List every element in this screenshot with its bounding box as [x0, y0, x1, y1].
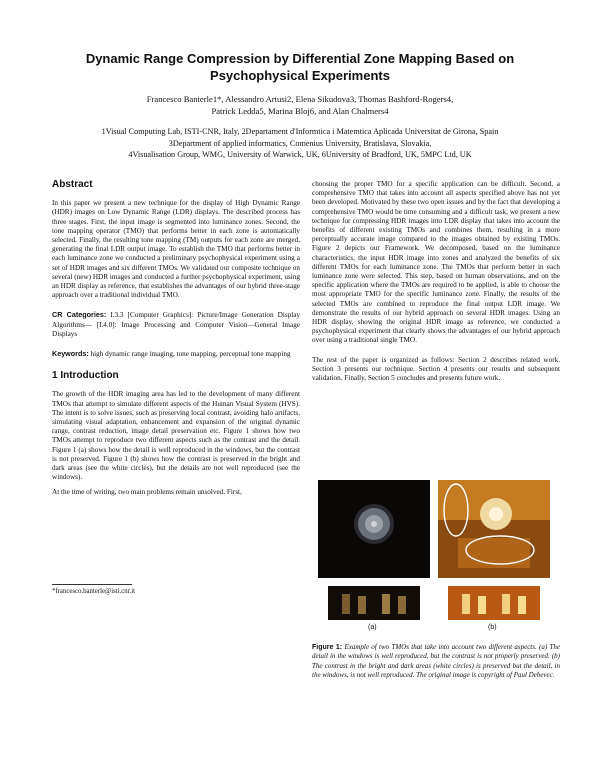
footnote-rule	[52, 584, 132, 585]
keywords-label: Keywords:	[52, 349, 89, 359]
affiliations	[40, 126, 560, 161]
intro-paragraph-1: The growth of the HDR imaging area has led to the development of many different TMOs that attempt to simulate different aspects of the Human Visual System (HVS). The intent is to solve issues, such as preserving local contrast, avoiding halo artifacts, simulating visual adaptation, enhancement and expansion of the original dynamic range, contrast reduction, image detail preservation etc. Figure 1 shows how two TMOs attempt to reproduce two different aspects such as the contrast and the detail. Figure 1 (a) shows how the detail is well reproduced in the windows, but the contrast is not preserved. Figure 1 (b) shows how the contrast is preserved in the bright and dark areas (see the white circles), but the details are not well reproduced (see the windows).	[52, 390, 300, 482]
intro-paragraph-2: At the time of writing, two main problems remain unsolved. First,	[52, 488, 242, 497]
figure-1a-label: (a)	[368, 624, 377, 631]
affil-line-3: 4Visualisation Group, WMG, University of Warwick, UK, 6University of Bradford, UK, 5MPC Ltd, UK	[128, 150, 472, 159]
figure-1b-label: (b)	[488, 624, 497, 631]
figure-1b-main-image	[438, 480, 550, 578]
affil-line-2: 3Department of applied informatics, Comenius University, Bratislava, Slovakia,	[168, 138, 432, 148]
intro-heading: 1 Introduction	[52, 370, 119, 382]
keywords	[52, 349, 300, 359]
figure-1b-detail-image	[448, 586, 540, 620]
figure-1	[318, 472, 558, 638]
authors-line-2: Patrick Ledda5, Marina Bloj6, and Alan Chalmers4	[211, 106, 389, 116]
figure-1a-detail-image	[328, 586, 420, 620]
left-column	[52, 180, 300, 504]
cr-categories	[52, 310, 300, 339]
right-column	[312, 180, 560, 389]
abstract-heading: Abstract	[52, 179, 93, 190]
abstract-text: In this paper we present a new technique for the display of High Dynamic Range (HDR) images on Low Dynamic Range (LDR) displays. The described process has three stages. First, the input image is segmented into luminance zones. Second, the tone mapping operator (TMO) that performs better in each zone is automatically selected. Finally, the resulting tone mapping (TM) outputs for each zone are merged, generating the final LDR output image. To establish the TMO that performs better in each luminance zone we conducted a preliminary psychophysical experiment using a set of HDR images and six different TMOs. We validated our composite technique on several (new) HDR images and conducted a further psychophysical experiment, using an HDR display as reference, that establishes the advantages of our hybrid three-stage approach over a traditional individual TMO.	[52, 199, 300, 300]
cr-text: I.3.3 [Computer Graphics]: Picture/Image Generation Display Algorithms— [I.4.0]: Image Processing and Computer Vision—General Image Displays	[52, 311, 301, 338]
keywords-text: high dynamic range imaging, tone mapping, perceptual tone mapping	[90, 350, 291, 359]
right-paragraph-2: The rest of the paper is organized as follows: Section 2 describes related work. Section 3 presents our technique. Section 4 presents our results and subsequent validation. Finally, Section 5 concludes and presents future work.	[312, 355, 560, 383]
paper-title: Dynamic Range Compression by Differential Zone Mapping Based on Psychophysical Experiments	[85, 51, 515, 83]
caption-label: Figure 1:	[312, 644, 343, 651]
authors-line-1: Francesco Banterle1*, Alessandro Artusi2, Elena Sikudova3, Thomas Bashford-Rogers4,	[146, 94, 454, 104]
right-paragraph-1: choosing the proper TMO for a specific application can be difficult. Second, a comprehensive TMO that takes into account all aspects specified above has not yet been developed. Motivated by these two open issues and by the fact that developing a comprehensive TMO would be time consuming and a difficult task, we present a new technique for compressing HDR images into LDR display that takes into account the benefits of different existing TMOs and combines them, resulting in a more perceptually accurate image compared to the images obtained by existing TMOs. Figure 2 depicts our Framework. We decomposed, based on the luminance characteristics, the input HDR image into zones and analyzed the benefits of six different TMOs for each luminance zone. The TMOs that perform better in each luminance zone were selected. This step, based on human observations, and on the specific application where the TMOs are required to be applied, is able to choose the most appropriate TMO for the specific luminance zone. Finally, the results of the selected TMOs are combined to reproduce the final output LDR image. We demonstrate the results of our hybrid approach on several HDR images. Using an HDR display, showing the original HDR image as reference, we conducted a psychophysical experiment that clearly shows the advantages of our hybrid approach over using a traditional single TMO.	[312, 180, 560, 345]
authors	[60, 93, 540, 117]
footnote: *francesco.banterle@isti.cnr.it	[52, 588, 136, 595]
affil-line-1: 1Visual Computing Lab, ISTI-CNR, Italy, 2Departament d'Informtica i Matemtica Aplicada Universitat de Girona, Spain	[101, 127, 499, 136]
figure-1a-main-image	[318, 480, 430, 578]
caption-text: Example of two TMOs that take into account two different aspects. (a) The detail in the windows is well reproduced, but the contrast is not properly preserved. (b) The contrast in the bright and dark areas (white circles) is preserved but the detail, in the windows, is not well reproduced. The original image is copyright of Paul Debevec.	[312, 643, 561, 679]
figure-1-caption	[312, 643, 560, 680]
cr-label: CR Categories:	[52, 310, 107, 320]
